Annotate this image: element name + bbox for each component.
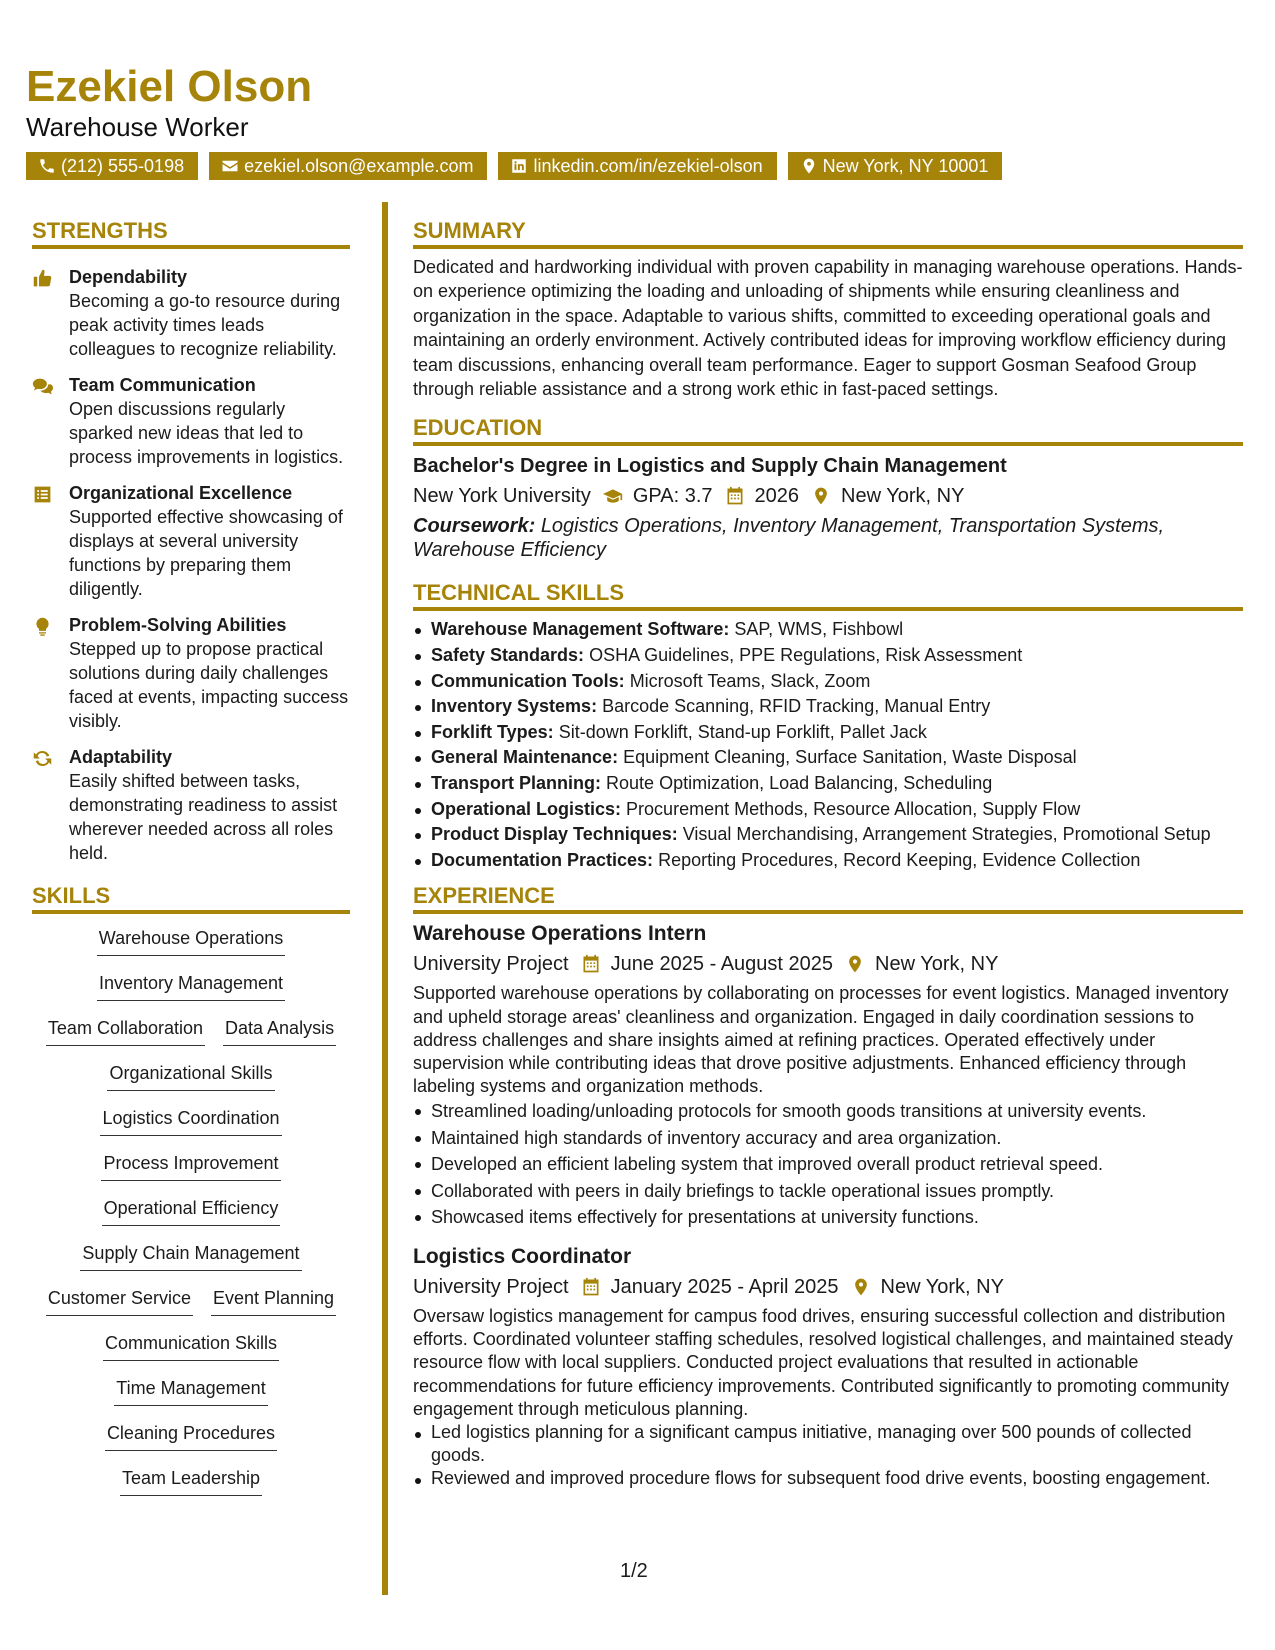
technical-skill-label: General Maintenance: bbox=[431, 747, 619, 768]
technical-skill-item bbox=[413, 822, 1243, 848]
technical-skill-item bbox=[413, 694, 1243, 720]
calendar-icon bbox=[581, 1277, 601, 1297]
job-title: Logistics Coordinator bbox=[413, 1244, 632, 1268]
job-meta bbox=[413, 1273, 1243, 1301]
strength-description: Open discussions regularly sparked new ideas that led to process improvements in logistics. bbox=[69, 399, 344, 467]
skills-heading: SKILLS bbox=[32, 883, 350, 914]
technical-skill-value: Procurement Methods, Resource Allocation, Supply Flow bbox=[626, 798, 1081, 819]
technical-skill-label: Product Display Techniques: bbox=[431, 824, 678, 845]
job-org: University Project bbox=[413, 953, 569, 976]
skill-tag: Inventory Management bbox=[97, 971, 285, 1001]
skills-row bbox=[101, 1151, 280, 1196]
linkedin-icon bbox=[510, 157, 528, 175]
linkedin-text: linkedin.com/in/ezekiel-olson bbox=[533, 155, 763, 176]
strength-title: Team Communication bbox=[69, 375, 256, 395]
phone-chip[interactable] bbox=[26, 152, 198, 180]
skills-row bbox=[102, 1196, 281, 1241]
envelope-icon bbox=[221, 157, 239, 175]
technical-skill-label: Safety Standards: bbox=[431, 645, 585, 666]
strength-item bbox=[32, 265, 350, 361]
job-bullet: Led logistics planning for a significant campus initiative, managing over 500 pounds of collected goods. bbox=[413, 1421, 1243, 1467]
strength-description: Becoming a go-to resource during peak activity times leads colleagues to recognize reliability. bbox=[69, 291, 341, 359]
skills-row bbox=[100, 1106, 281, 1151]
technical-skill-value: Barcode Scanning, RFID Tracking, Manual Entry bbox=[602, 696, 991, 717]
job-bullet: Collaborated with peers in daily briefings to tackle operational issues promptly. bbox=[413, 1178, 1243, 1205]
skills-row bbox=[46, 1286, 336, 1331]
technical-skills-heading: TECHNICAL SKILLS bbox=[413, 580, 1243, 611]
strength-description: Supported effective showcasing of displays at several university functions by preparing them diligently. bbox=[69, 507, 343, 599]
job-bullets bbox=[413, 1421, 1243, 1490]
skills-row bbox=[46, 1016, 336, 1061]
location-pin-icon bbox=[851, 1277, 871, 1297]
technical-skill-item bbox=[413, 617, 1243, 643]
email-text: ezekiel.olson@example.com bbox=[244, 155, 474, 176]
skill-tag: Customer Service bbox=[46, 1286, 193, 1316]
job-location: New York, NY bbox=[875, 953, 999, 976]
job-title: Warehouse Operations Intern bbox=[413, 922, 707, 946]
skill-tag: Cleaning Procedures bbox=[105, 1421, 277, 1451]
summary-heading: SUMMARY bbox=[413, 218, 1243, 249]
job-bullet: Showcased items effectively for presentations at university functions. bbox=[413, 1204, 1243, 1231]
graduation-year: 2026 bbox=[754, 485, 800, 508]
strength-description: Easily shifted between tasks, demonstrating readiness to assist wherever needed across all roles held. bbox=[69, 771, 338, 863]
coursework-label: Coursework: bbox=[413, 515, 536, 538]
job-location: New York, NY bbox=[880, 1275, 1004, 1298]
technical-skill-value: Visual Merchandising, Arrangement Strategies, Promotional Setup bbox=[682, 824, 1211, 845]
skills-row bbox=[97, 926, 285, 971]
skills-row bbox=[120, 1466, 262, 1511]
gpa: GPA: 3.7 bbox=[632, 485, 713, 508]
coursework-list: Logistics Operations, Inventory Management, Transportation Systems, Warehouse Efficiency bbox=[413, 515, 1165, 562]
skills-row bbox=[107, 1061, 274, 1106]
job-entry bbox=[413, 1243, 1243, 1490]
phone-text: (212) 555-0198 bbox=[61, 155, 185, 176]
skill-tag: Warehouse Operations bbox=[97, 926, 285, 956]
technical-skill-item bbox=[413, 720, 1243, 746]
school-location: New York, NY bbox=[841, 485, 965, 508]
strength-description: Stepped up to propose practical solutions during daily challenges faced at events, impacting success visibly. bbox=[69, 639, 349, 731]
job-meta bbox=[413, 950, 1243, 978]
technical-skill-value: Sit-down Forklift, Stand-up Forklift, Pallet Jack bbox=[558, 721, 927, 742]
skill-tag: Team Collaboration bbox=[46, 1016, 205, 1046]
strength-item bbox=[32, 745, 350, 865]
left-column bbox=[32, 218, 350, 1511]
location-pin-icon bbox=[845, 954, 865, 974]
summary-text: Dedicated and hardworking individual with proven capability in managing warehouse operations. Hands-on experience optimizing the loading and unloading of shipments while ensuring cleanliness and organization in the space. Adaptable to various shifts, committed to exceeding operational goals and maintaining an orderly environment. Actively contributed ideas for improving workflow efficiency during team discussions, enhancing overall team performance. Eager to support Gosman Seafood Group through reliable assistance and a strong work ethic in fast-paced settings. bbox=[413, 257, 1243, 400]
right-column bbox=[413, 218, 1243, 1490]
skill-tag: Time Management bbox=[114, 1376, 267, 1406]
strength-item bbox=[32, 613, 350, 733]
strength-title: Problem-Solving Abilities bbox=[69, 615, 287, 635]
contact-bar bbox=[26, 152, 1002, 180]
job-bullet: Streamlined loading/unloading protocols for smooth goods transitions at university events. bbox=[413, 1098, 1243, 1125]
skill-tag: Supply Chain Management bbox=[80, 1241, 301, 1271]
calendar-icon bbox=[581, 954, 601, 974]
skill-tag: Data Analysis bbox=[223, 1016, 336, 1046]
skills-row bbox=[105, 1421, 277, 1466]
skill-tag: Logistics Coordination bbox=[100, 1106, 281, 1136]
linkedin-chip[interactable] bbox=[498, 152, 776, 180]
technical-skill-item bbox=[413, 669, 1243, 695]
job-description: Supported warehouse operations by collaborating on processes for event logistics. Managed inventory and upheld storage areas' cleanliness and organization. Engaged in daily coordination sessions to address challenges and share insights aimed at refining practices. Operated effectively under supervision while contributing ideas that drove positive adjustments. Enhanced efficiency through labeling systems and organization methods. bbox=[413, 983, 1229, 1097]
experience-heading: EXPERIENCE bbox=[413, 883, 1243, 914]
job-bullets bbox=[413, 1098, 1243, 1231]
degree-title: Bachelor's Degree in Logistics and Supply Chain Management bbox=[413, 455, 1007, 478]
location-pin-icon bbox=[811, 486, 831, 506]
technical-skills-list bbox=[413, 617, 1243, 873]
technical-skill-item bbox=[413, 771, 1243, 797]
skills-list bbox=[32, 926, 350, 1511]
school-name: New York University bbox=[413, 485, 591, 508]
skills-row bbox=[103, 1331, 279, 1376]
skill-tag: Organizational Skills bbox=[107, 1061, 274, 1091]
column-divider bbox=[382, 202, 388, 1595]
strength-item bbox=[32, 481, 350, 601]
technical-skill-item bbox=[413, 797, 1243, 823]
graduation-cap-icon bbox=[603, 486, 623, 506]
technical-skill-value: Reporting Procedures, Record Keeping, Evidence Collection bbox=[658, 849, 1141, 870]
technical-skill-value: Route Optimization, Load Balancing, Scheduling bbox=[606, 773, 993, 793]
job-dates: June 2025 - August 2025 bbox=[610, 953, 834, 976]
skills-row bbox=[97, 971, 285, 1016]
strength-title: Organizational Excellence bbox=[69, 483, 293, 503]
technical-skill-item bbox=[413, 848, 1243, 874]
strength-item bbox=[32, 373, 350, 469]
technical-skill-item bbox=[413, 643, 1243, 669]
refresh-icon bbox=[32, 748, 53, 769]
technical-skill-label: Warehouse Management Software: bbox=[431, 619, 730, 640]
technical-skill-item bbox=[413, 745, 1243, 771]
job-dates: January 2025 - April 2025 bbox=[610, 1275, 839, 1298]
location-chip bbox=[788, 152, 1003, 180]
technical-skill-label: Transport Planning: bbox=[431, 773, 602, 793]
calendar-icon bbox=[725, 486, 745, 506]
candidate-name: Ezekiel Olson bbox=[26, 62, 313, 111]
skill-tag: Event Planning bbox=[211, 1286, 336, 1316]
strength-title: Dependability bbox=[69, 267, 188, 287]
location-text: New York, NY 10001 bbox=[822, 155, 989, 176]
technical-skill-label: Documentation Practices: bbox=[431, 849, 654, 870]
technical-skill-label: Inventory Systems: bbox=[431, 696, 598, 717]
email-chip[interactable] bbox=[209, 152, 487, 180]
skill-tag: Process Improvement bbox=[101, 1151, 280, 1181]
job-bullet: Reviewed and improved procedure flows for subsequent food drive events, boosting engagement. bbox=[413, 1467, 1243, 1490]
technical-skill-value: Microsoft Teams, Slack, Zoom bbox=[629, 670, 871, 691]
job-title: Warehouse Worker bbox=[26, 112, 249, 142]
job-bullet: Developed an efficient labeling system that improved overall product retrieval speed. bbox=[413, 1151, 1243, 1178]
location-pin-icon bbox=[800, 157, 818, 175]
page-number: 1/2 bbox=[620, 1560, 648, 1582]
job-entry bbox=[413, 920, 1243, 1231]
coursework bbox=[413, 514, 1243, 562]
technical-skill-value: OSHA Guidelines, PPE Regulations, Risk Assessment bbox=[589, 645, 1023, 666]
job-description: Oversaw logistics management for campus food drives, ensuring successful collection and distribution efforts. Coordinated volunteer staffing schedules, resolved logistical challenges, and maintained steady resource flow with local suppliers. Conducted project evaluations that resulted in actionable recommendations for future efficiency improvements. Contributed significantly to promoting community engagement through meticulous planning. bbox=[413, 1305, 1233, 1419]
lightbulb-icon bbox=[32, 616, 53, 637]
technical-skill-value: Equipment Cleaning, Surface Sanitation, Waste Disposal bbox=[623, 747, 1077, 768]
job-org: University Project bbox=[413, 1275, 569, 1298]
skill-tag: Team Leadership bbox=[120, 1466, 262, 1496]
strength-title: Adaptability bbox=[69, 747, 173, 767]
job-bullet: Maintained high standards of inventory accuracy and area organization. bbox=[413, 1125, 1243, 1152]
skill-tag: Operational Efficiency bbox=[102, 1196, 281, 1226]
technical-skill-label: Communication Tools: bbox=[431, 670, 625, 691]
technical-skill-value: SAP, WMS, Fishbowl bbox=[734, 619, 904, 640]
education-heading: EDUCATION bbox=[413, 415, 1243, 446]
skill-tag: Communication Skills bbox=[103, 1331, 279, 1361]
technical-skill-label: Forklift Types: bbox=[431, 721, 554, 742]
skills-row bbox=[80, 1241, 301, 1286]
thumbs-up-icon bbox=[32, 268, 53, 289]
chat-bubbles-icon bbox=[32, 376, 53, 397]
technical-skill-label: Operational Logistics: bbox=[431, 798, 622, 819]
strengths-heading: STRENGTHS bbox=[32, 218, 350, 249]
skills-row bbox=[114, 1376, 267, 1421]
education-meta bbox=[413, 482, 1243, 510]
phone-icon bbox=[38, 157, 56, 175]
list-icon bbox=[32, 484, 53, 505]
